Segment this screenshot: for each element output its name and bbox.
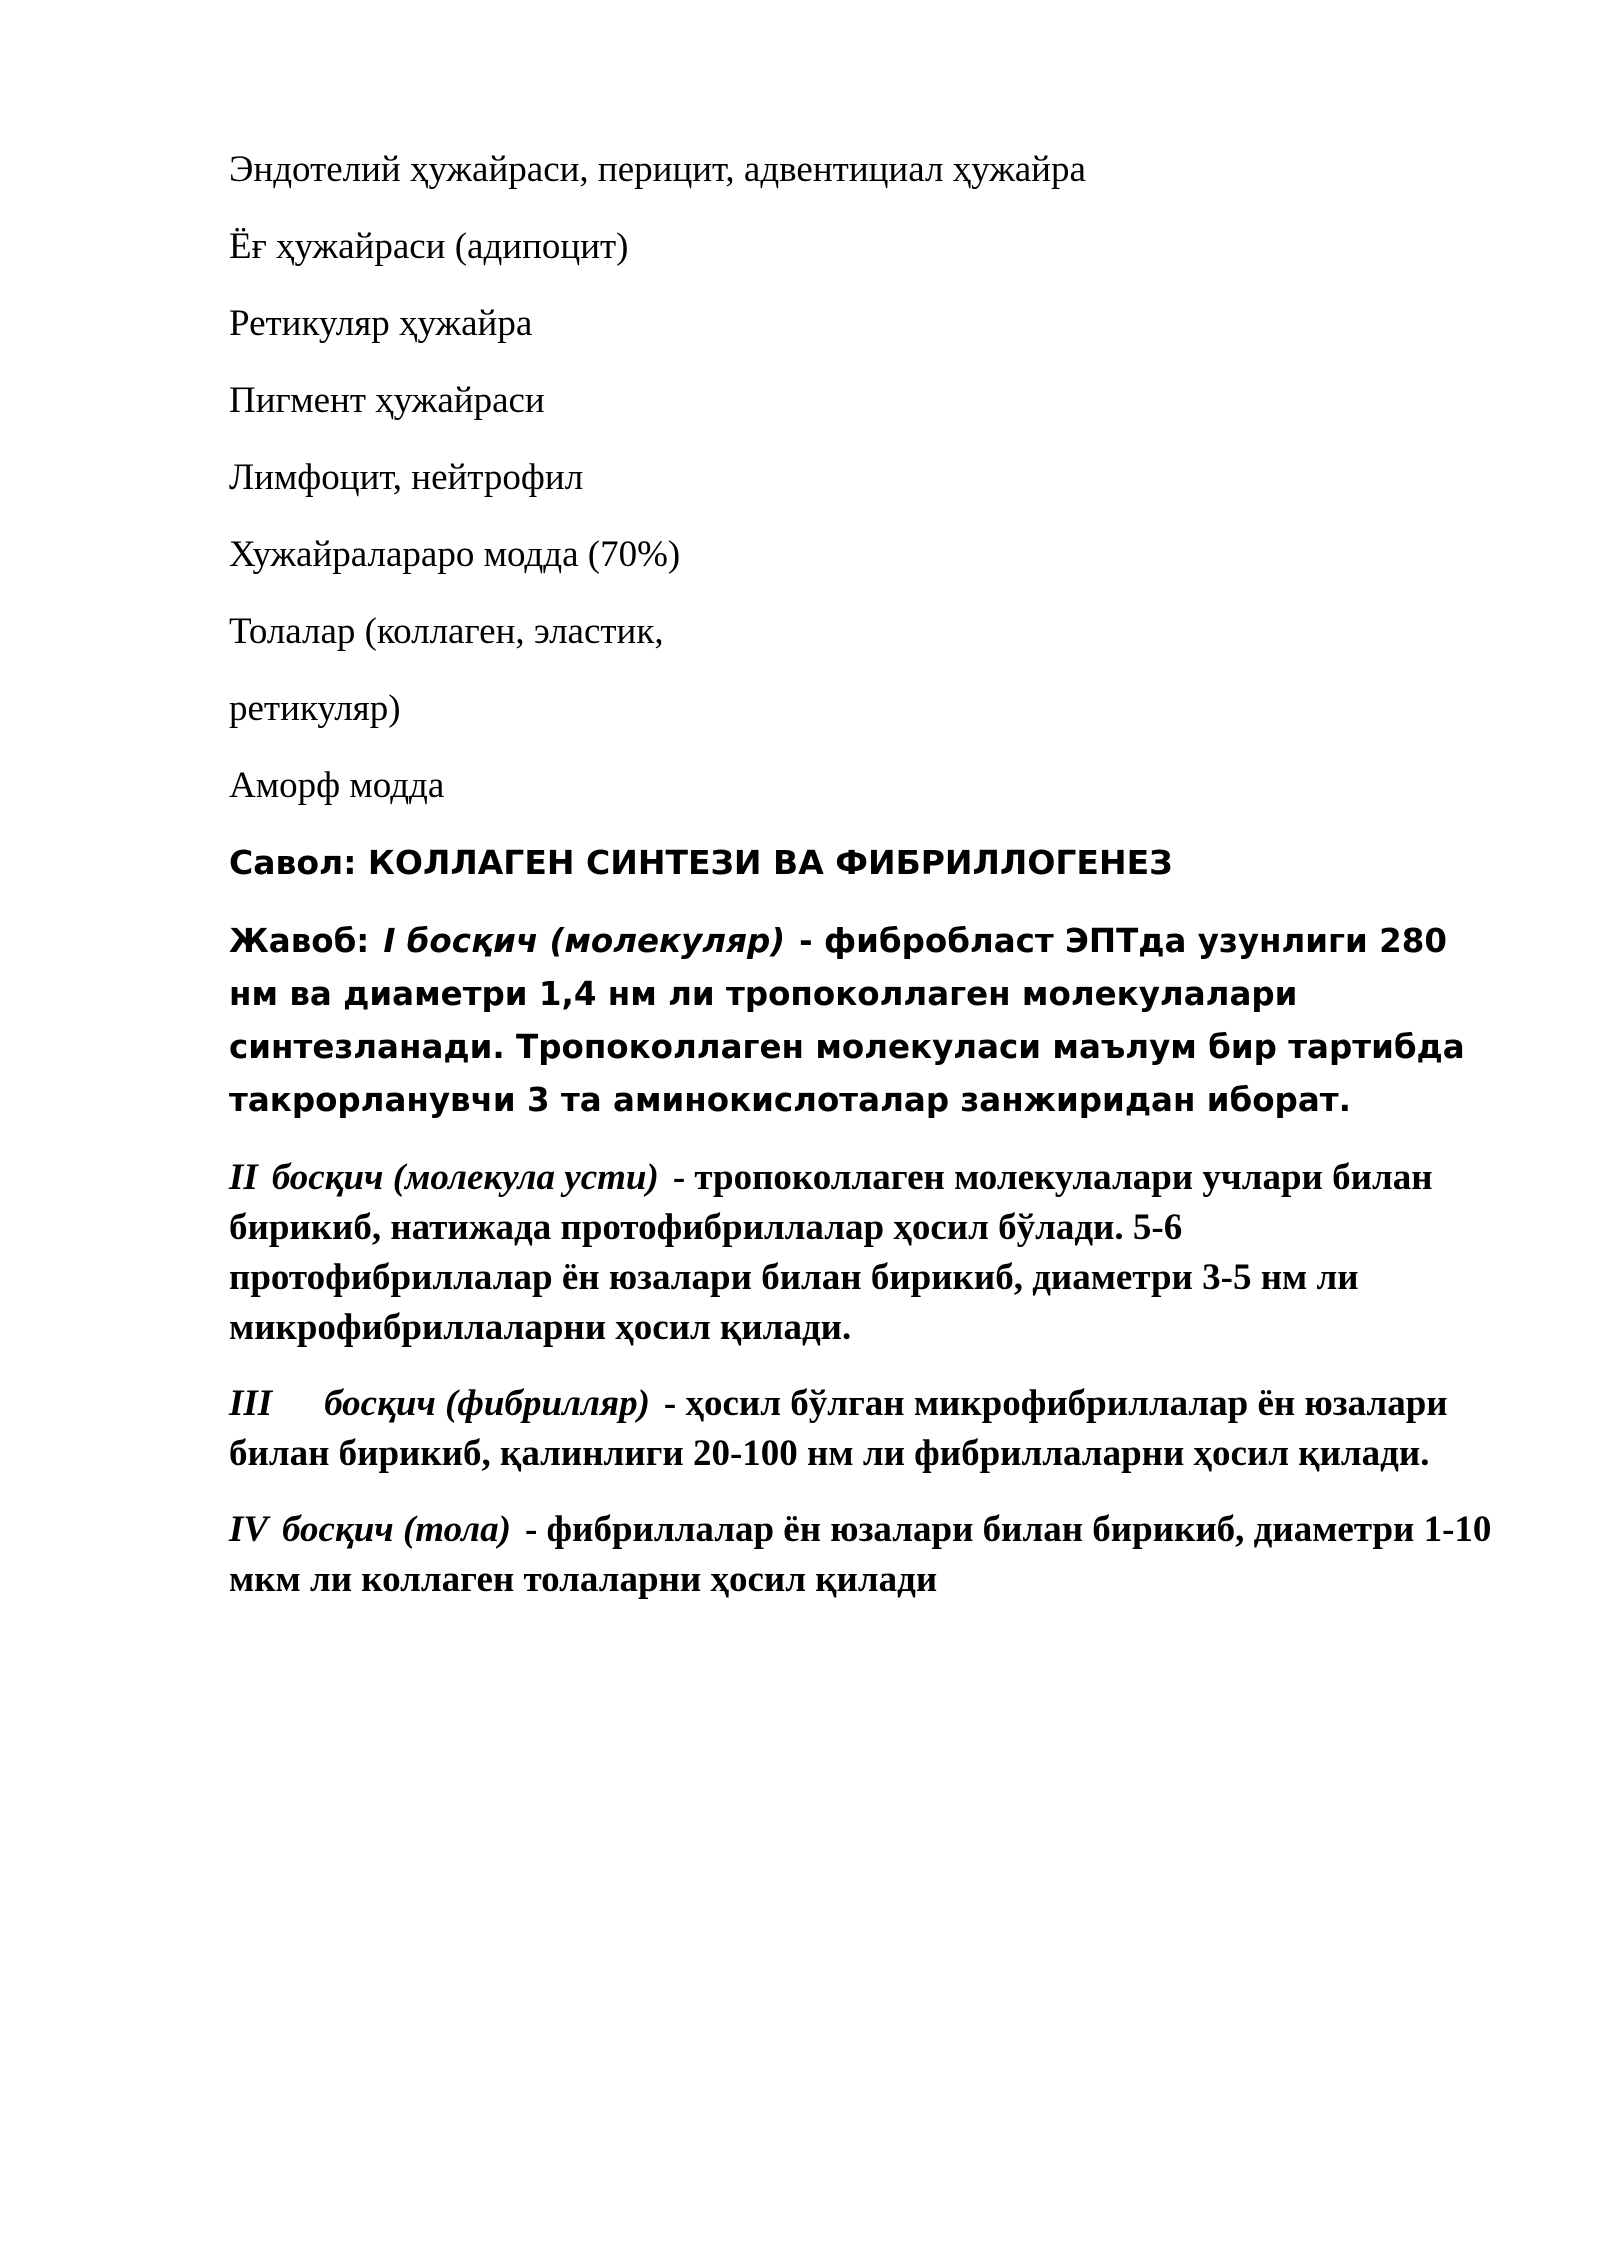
stage-4-text: - фибриллалар ён юзалари билан бирикиб, диаметри 1-10 мкм ли коллаген толаларни ҳосил қилади: [229, 1509, 1492, 1600]
list-item: Толалар (коллаген, эластик,: [229, 611, 664, 652]
question-text: КОЛЛАГЕН СИНТЕЗИ ВА ФИБРИЛЛОГЕНЕЗ: [367, 843, 1173, 882]
stage-3-text: - ҳосил бўлган микрофибриллалар ён юзалари билан бирикиб, қалинлиги 20-100 нм ли фибриллаларни ҳосил қилади.: [229, 1383, 1448, 1474]
answer-stage-4: [229, 1505, 1499, 1605]
question-label: Савол:: [229, 843, 357, 882]
answer-stage-3: [229, 1379, 1499, 1479]
answer-label: Жавоб:: [229, 922, 370, 960]
stage-1-heading: I босқич (молекуляр): [383, 922, 786, 960]
list-item: Ёғ ҳужайраси (адипоцит): [229, 226, 629, 267]
stage-3-heading: босқич (фибрилляр): [324, 1383, 650, 1424]
stage-2-number: II: [229, 1157, 258, 1198]
list-item: Лимфоцит, нейтрофил: [229, 457, 584, 498]
question-heading: [229, 841, 1499, 885]
stage-4-heading: босқич (тола): [282, 1509, 511, 1550]
stage-2-heading: босқич (молекула усти): [271, 1157, 659, 1198]
list-item: Пигмент ҳужайраси: [229, 380, 545, 421]
document-content: [229, 148, 1499, 1631]
answer-stage-1: [229, 915, 1499, 1127]
list-item: Эндотелий ҳужайраси, перицит, адвентициал ҳужайра: [229, 149, 1086, 190]
stage-2-text: - тропоколлаген молекулалари учлари билан бирикиб, натижада протофибриллалар ҳосил бўлади. 5-6 протофибриллалар ён юзалари билан бирикиб, диаметри 3-5 нм ли микрофибриллаларни ҳосил қилади.: [229, 1157, 1433, 1348]
list-item: Аморф модда: [229, 765, 445, 806]
stage-1-text: - фибробласт ЭПТда узунлиги 280 нм ва диаметри 1,4 нм ли тропоколлаген молекулалари синтезланади. Тропоколлаген молекуласи маълум бир тартибда такрорланувчи 3 та аминокислоталар занжиридан иборат.: [229, 922, 1465, 1119]
stage-4-number: IV: [229, 1509, 269, 1550]
stage-3-number: III: [229, 1383, 273, 1424]
list-item: ретикуляр): [229, 688, 401, 729]
answer-stage-2: [229, 1153, 1499, 1353]
list-item: Ретикуляр ҳужайра: [229, 303, 533, 344]
list-item: Хужайралараро модда (70%): [229, 534, 681, 575]
